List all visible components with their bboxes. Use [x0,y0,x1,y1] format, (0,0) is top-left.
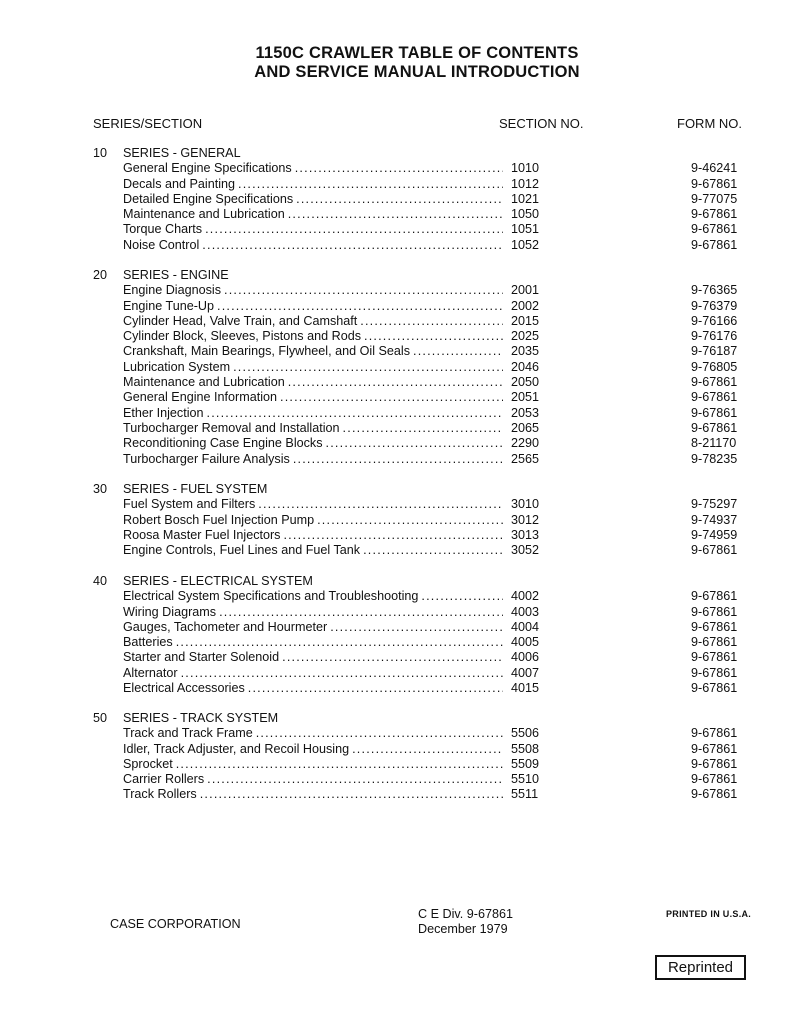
entry-title: Fuel System and Filters [123,497,256,512]
series-number: 10 [93,146,108,160]
entry-title-with-leader [123,787,503,802]
entry-title: Idler, Track Adjuster, and Recoil Housing [123,741,350,756]
section-number: 2290 [511,436,540,451]
dot-leader [245,681,503,696]
entry-title-with-leader [123,497,503,512]
series-number: 40 [93,574,108,588]
toc-entry [0,192,794,207]
entry-title: Turbocharger Failure Analysis [123,451,290,466]
toc-entry [0,375,794,390]
section-number: 2065 [511,420,540,435]
toc-entry [0,238,794,253]
dot-leader [204,772,503,787]
series-number: 50 [93,711,108,725]
entry-title: Gauges, Tachometer and Hourmeter [123,619,328,634]
section-number: 3010 [511,497,540,512]
form-number: 9-67861 [691,176,738,191]
series-group [0,146,794,253]
entry-title-with-leader [123,161,503,176]
entry-title: Ether Injection [123,405,204,420]
toc-entry [0,726,794,741]
form-number: 9-67861 [691,635,738,650]
reprinted-stamp: Reprinted [655,955,746,980]
entry-title: Carrier Rollers [123,772,205,787]
toc-entry [0,436,794,451]
entry-title: Engine Controls, Fuel Lines and Fuel Tank [123,543,361,558]
form-number: 9-76187 [691,344,738,359]
section-number: 3052 [511,543,540,558]
entry-title-with-leader [123,375,503,390]
toc-entry [0,497,794,512]
section-number: 4015 [511,681,540,696]
dot-leader [204,406,503,421]
toc-entry [0,161,794,176]
entry-title-with-leader [123,222,503,237]
company-name: CASE CORPORATION [110,917,241,931]
dot-leader [277,390,503,405]
entry-title: Track Rollers [123,787,197,802]
section-number: 1050 [511,207,540,222]
entry-title: Roosa Master Fuel Injectors [123,527,281,542]
form-number: 9-67861 [691,787,738,802]
form-number: 9-77075 [691,191,738,206]
dot-leader [255,497,503,512]
toc-entry [0,543,794,558]
series-title: SERIES - ELECTRICAL SYSTEM [123,574,313,588]
series-group [0,711,794,803]
toc-entry [0,207,794,222]
toc-entry [0,452,794,467]
toc-entry [0,314,794,329]
form-number: 9-67861 [691,665,738,680]
section-number: 2051 [511,390,540,405]
section-number: 2565 [511,451,540,466]
series-title: SERIES - GENERAL [123,146,241,160]
entry-title: Decals and Painting [123,176,236,191]
entry-title-with-leader [123,314,503,329]
section-number: 2046 [511,359,540,374]
entry-title: Reconditioning Case Engine Blocks [123,436,323,451]
toc-entry [0,299,794,314]
entry-title-with-leader [123,605,503,620]
section-number: 1012 [511,176,540,191]
toc-entry [0,360,794,375]
section-number: 2002 [511,298,540,313]
dot-leader [202,222,503,237]
entry-title: Maintenance and Lubrication [123,375,285,390]
series-group [0,268,794,467]
entry-title-with-leader [123,360,503,375]
entry-title-with-leader [123,299,503,314]
series-title: SERIES - FUEL SYSTEM [123,482,268,496]
dot-leader [199,238,503,253]
form-number: 9-67861 [691,756,738,771]
entry-title-with-leader [123,406,503,421]
title-line-1: 1150C CRAWLER TABLE OF CONTENTS [255,44,579,62]
dot-leader [285,207,503,222]
section-number: 2015 [511,313,540,328]
section-number: 1021 [511,191,540,206]
entry-title: Cylinder Head, Valve Train, and Camshaft [123,313,358,328]
dot-leader [361,329,503,344]
toc-entry [0,528,794,543]
toc-entry [0,666,794,681]
dot-leader [216,605,503,620]
form-number: 9-67861 [691,405,738,420]
entry-title: Engine Tune-Up [123,298,215,313]
toc-entry [0,787,794,802]
entry-title-with-leader [123,238,503,253]
entry-title: Sprocket [123,756,173,771]
dot-leader [280,528,503,543]
dot-leader [290,452,503,467]
dot-leader [293,192,503,207]
series-heading [0,268,794,283]
dot-leader [357,314,503,329]
section-number: 2035 [511,344,540,359]
entry-title: Torque Charts [123,222,203,237]
dot-leader [173,757,503,772]
form-number: 9-75297 [691,497,738,512]
series-heading [0,146,794,161]
form-number: 9-74937 [691,512,738,527]
title-line-2: AND SERVICE MANUAL INTRODUCTION [254,63,580,81]
entry-title-with-leader [123,528,503,543]
entry-title-with-leader [123,589,503,604]
dot-leader [235,177,503,192]
entry-title-with-leader [123,207,503,222]
dot-leader [349,742,503,757]
entry-title-with-leader [123,283,503,298]
entry-title: Electrical Accessories [123,681,245,696]
form-number: 9-76166 [691,313,738,328]
form-number: 9-78235 [691,451,738,466]
section-number: 2050 [511,375,540,390]
entry-title: Engine Diagnosis [123,283,222,298]
dot-leader [230,360,503,375]
printed-in-notice: PRINTED IN U.S.A. [666,909,752,919]
entry-title-with-leader [123,329,503,344]
form-number: 9-67861 [691,207,738,222]
toc-entry [0,772,794,787]
entry-title: Cylinder Block, Sleeves, Pistons and Rods [123,329,361,344]
entry-title: Lubrication System [123,359,231,374]
dot-leader [340,421,503,436]
series-heading [0,482,794,497]
entry-title: Noise Control [123,237,200,252]
publication-date: December 1979 [418,922,508,936]
form-number: 9-67861 [691,420,738,435]
entry-title-with-leader [123,742,503,757]
section-number: 1052 [511,237,540,252]
entry-title-with-leader [123,543,503,558]
form-number: 9-67861 [691,589,738,604]
section-number: 5510 [511,772,540,787]
form-number: 9-67861 [691,222,738,237]
dot-leader [410,344,503,359]
dot-leader [221,283,503,298]
section-number: 2025 [511,329,540,344]
toc-entry [0,635,794,650]
entry-title: Track and Track Frame [123,726,253,741]
entry-title: General Engine Information [123,390,278,405]
form-number: 9-67861 [691,237,738,252]
toc-entry [0,390,794,405]
section-number: 5506 [511,726,540,741]
entry-title: Batteries [123,635,173,650]
form-number: 9-67861 [691,375,738,390]
entry-title-with-leader [123,635,503,650]
section-number: 2053 [511,405,540,420]
entry-title: Robert Bosch Fuel Injection Pump [123,512,315,527]
form-number: 9-67861 [691,650,738,665]
section-number: 5508 [511,741,540,756]
entry-title: Alternator [123,665,178,680]
dot-leader [253,726,503,741]
form-number: 9-67861 [691,543,738,558]
entry-title-with-leader [123,620,503,635]
dot-leader [214,299,503,314]
form-number: 9-67861 [691,619,738,634]
series-heading [0,574,794,589]
dot-leader [292,161,503,176]
form-number: 9-74959 [691,527,738,542]
toc-entry [0,757,794,772]
form-number: 9-76365 [691,283,738,298]
dot-leader [197,787,503,802]
toc-entry [0,222,794,237]
form-number: 9-46241 [691,161,738,176]
section-number: 2001 [511,283,540,298]
form-number: 9-76176 [691,329,738,344]
entry-title-with-leader [123,666,503,681]
form-number: 9-67861 [691,390,738,405]
entry-title-with-leader [123,772,503,787]
series-number: 20 [93,268,108,282]
dot-leader [418,589,503,604]
entry-title: Turbocharger Removal and Installation [123,420,340,435]
toc-entry [0,742,794,757]
dot-leader [314,513,503,528]
section-number: 4004 [511,619,540,634]
entry-title-with-leader [123,436,503,451]
form-number: 9-67861 [691,741,738,756]
entry-title-with-leader [123,452,503,467]
entry-title: Electrical System Specifications and Troubleshooting [123,589,419,604]
entry-title-with-leader [123,650,503,665]
entry-title-with-leader [123,513,503,528]
toc-entry [0,177,794,192]
section-number: 4005 [511,635,540,650]
section-number: 1010 [511,161,540,176]
column-header-form-no: FORM NO. [677,116,742,131]
section-number: 4007 [511,665,540,680]
toc-entry [0,406,794,421]
entry-title-with-leader [123,681,503,696]
form-number: 9-67861 [691,681,738,696]
dot-leader [279,650,503,665]
entry-title: Maintenance and Lubrication [123,207,285,222]
toc-entry [0,620,794,635]
series-title: SERIES - ENGINE [123,268,229,282]
entry-title: Detailed Engine Specifications [123,191,294,206]
dot-leader [178,666,503,681]
dot-leader [173,635,503,650]
entry-title: General Engine Specifications [123,161,292,176]
section-number: 4003 [511,604,540,619]
section-number: 1051 [511,222,540,237]
series-group [0,574,794,696]
toc-entry [0,681,794,696]
entry-title: Starter and Starter Solenoid [123,650,280,665]
entry-title-with-leader [123,177,503,192]
toc-entry [0,283,794,298]
toc-entry [0,513,794,528]
series-title: SERIES - TRACK SYSTEM [123,711,279,725]
entry-title-with-leader [123,421,503,436]
section-number: 4002 [511,589,540,604]
entry-title-with-leader [123,390,503,405]
dot-leader [327,620,503,635]
form-number: 9-67861 [691,604,738,619]
form-number: 9-76805 [691,359,738,374]
section-number: 5509 [511,756,540,771]
toc-entry [0,344,794,359]
form-number: 9-76379 [691,298,738,313]
entry-title: Crankshaft, Main Bearings, Flywheel, and Oil Seals [123,344,410,359]
entry-title-with-leader [123,757,503,772]
column-header-section-no: SECTION NO. [499,116,584,131]
section-number: 5511 [511,787,539,802]
toc-entry [0,650,794,665]
series-group [0,482,794,558]
section-number: 4006 [511,650,540,665]
section-number: 3013 [511,527,540,542]
column-header-series-section: SERIES/SECTION [93,116,203,131]
entry-title-with-leader [123,344,503,359]
entry-title-with-leader [123,726,503,741]
form-number: 9-67861 [691,726,738,741]
form-number: 9-67861 [691,772,738,787]
dot-leader [285,375,503,390]
page-title [0,44,794,82]
toc-entry [0,329,794,344]
form-number: 8-21170 [691,436,737,451]
section-number: 3012 [511,512,540,527]
series-number: 30 [93,482,108,496]
toc-entry [0,589,794,604]
entry-title-with-leader [123,192,503,207]
entry-title: Wiring Diagrams [123,604,217,619]
toc-entry [0,605,794,620]
series-heading [0,711,794,726]
division-form-number: C E Div. 9-67861 [418,907,513,921]
dot-leader [323,436,503,451]
toc-entry [0,421,794,436]
dot-leader [360,543,503,558]
